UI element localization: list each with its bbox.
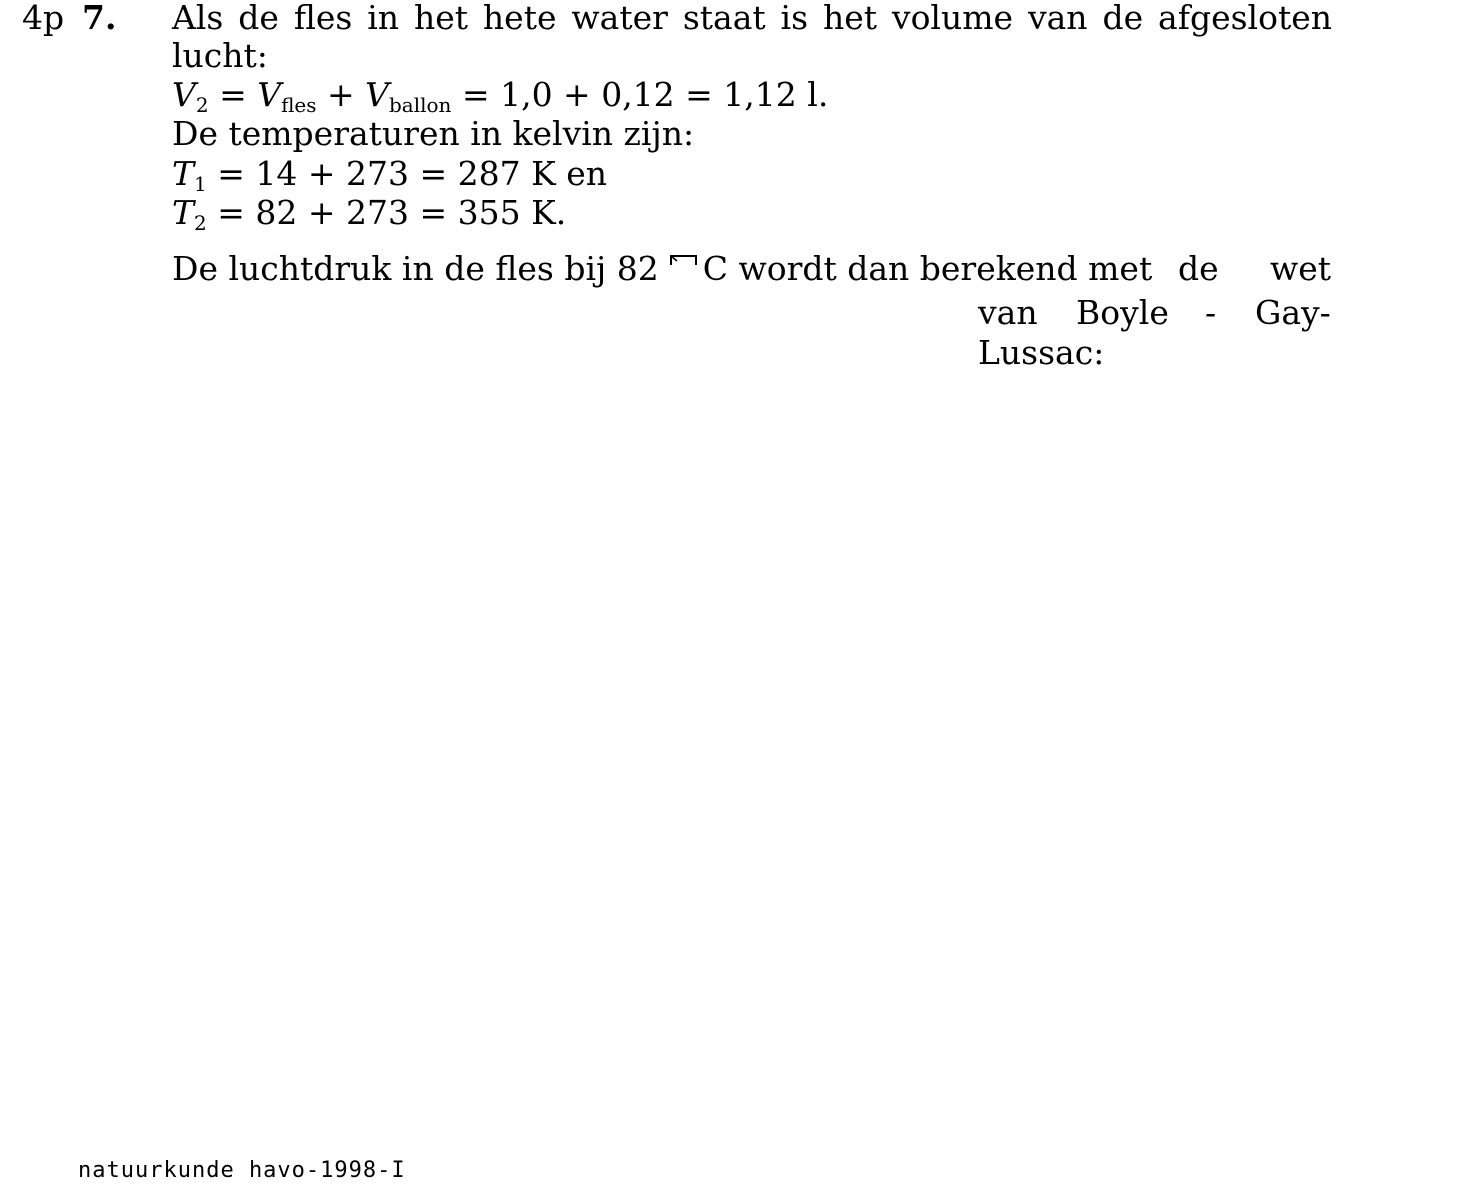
volume-eq-rest: = 1,0 + 0,12 = 1,12 l. [451,75,829,114]
volume-var-sub: 2 [195,93,209,117]
intro-continuation: lucht: [172,36,268,75]
t2-equation [172,195,566,235]
law-line-1 [978,295,1038,331]
degree-symbol-icon [669,251,699,275]
temperature-intro: De temperaturen in kelvin zijn: [172,114,695,153]
points-label: 4p [22,0,65,37]
volume-ballon-var: V [365,75,389,114]
pressure-tail-1: de [1178,249,1219,288]
law-gay: Gay- [1255,293,1331,332]
t1-rest: = 14 + 273 = 287 K en [206,154,608,193]
pressure-line [172,251,1152,287]
intro-text: Als de fles in het hete water staat is het volume van de afgesloten [172,0,1332,37]
t1-equation [172,156,607,196]
pressure-line-end: C wordt dan berekend met [702,249,1153,288]
t2-sub: 2 [194,211,207,235]
t2-rest: = 82 + 273 = 355 K. [206,193,567,232]
volume-equation: V2 = Vfles + Vballon = 1,0 + 0,12 = 1,12 l. [172,75,829,117]
law-boyle: Boyle [1076,293,1169,332]
footer-text: natuurkunde havo-1998-I [78,1158,406,1183]
question-number: 7. [82,0,117,37]
t1-sub: 1 [194,172,207,196]
volume-var: V [172,75,196,114]
t2-var: T [172,193,195,232]
pressure-line-start: De luchtdruk in de fles bij 82 [172,249,659,288]
volume-fles-var: V [257,75,282,114]
volume-fles-sub: fles [281,93,317,117]
volume-ballon-sub: ballon [389,93,452,117]
law-line-2: Lussac: [978,333,1105,372]
t1-var: T [172,154,195,193]
law-van: van [978,293,1038,332]
pressure-tail-2: wet [1270,249,1332,288]
law-dash: - [1205,293,1217,332]
